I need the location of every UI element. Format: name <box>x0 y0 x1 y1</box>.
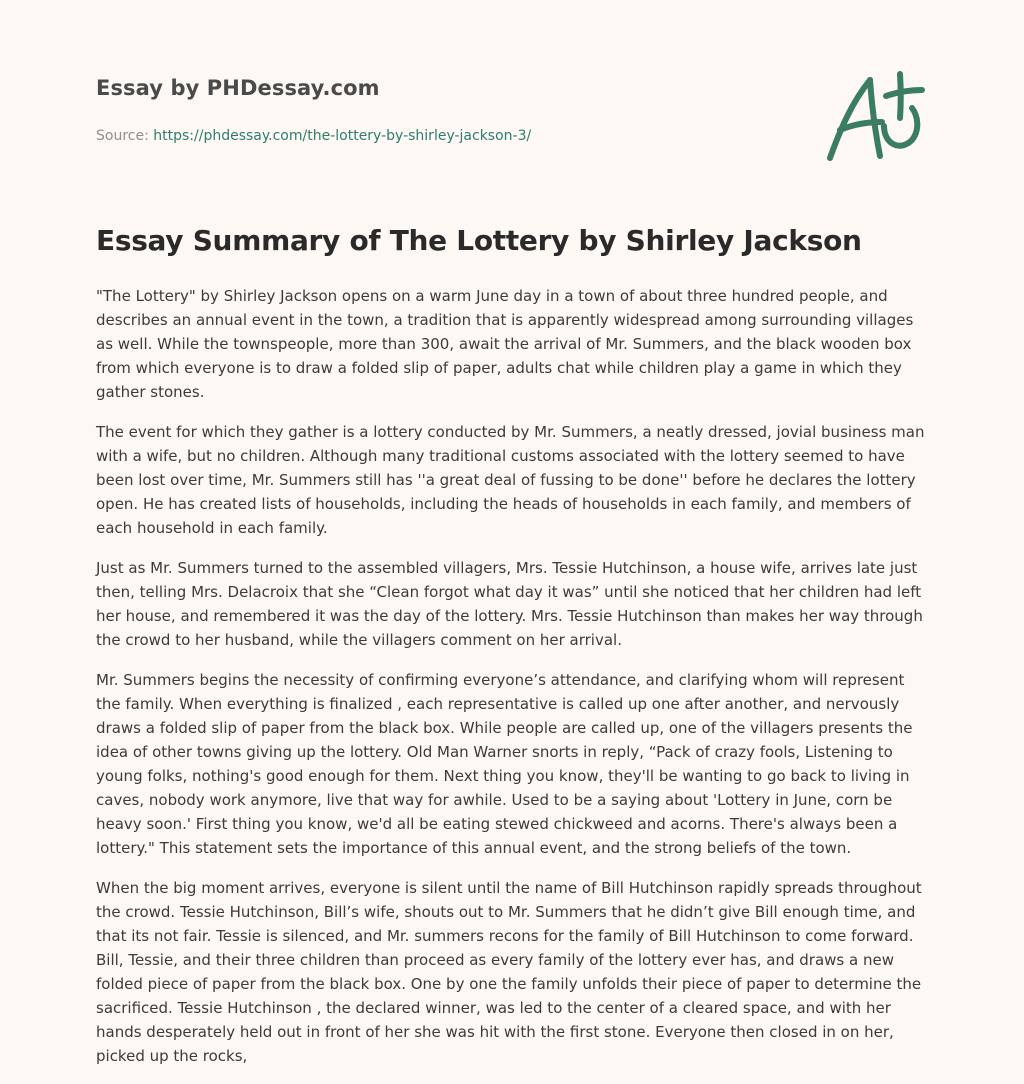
essay-title: Essay Summary of The Lottery by Shirley Jackson <box>96 224 862 257</box>
site-header <box>96 76 796 144</box>
essay-paragraph: The event for which they gather is a lottery conducted by Mr. Summers, a neatly dressed, jovial business man with a wife, but no children. Although many traditional customs associated with the lottery seemed to have been lost over time, Mr. Summers still has ''a great deal of fussing to be done'' before he declares the lottery open. He has created lists of households, including the heads of households in each family, and members of each household in each family. <box>96 423 925 537</box>
essay-body <box>96 284 932 1084</box>
essay-paragraph: Mr. Summers begins the necessity of confirming everyone’s attendance, and clarifying whom will represent the family. When everything is finalized , each representative is called up one after another, and nervously draws a folded slip of paper from the black box. While people are called up, one of the villagers presents the idea of other towns giving up the lottery. Old Man Warner snorts in reply, “Pack of crazy fools, Listening to young folks, nothing's good enough for them. Next thing you know, they'll be wanting to go back to living in caves, nobody work anymore, live that way for awhile. Used to be a saying about 'Lottery in June, corn be heavy soon.' First thing you know, we'd all be eating stewed chickweed and acorns. There's always been a lottery." This statement sets the importance of this annual event, and the strong beliefs of the town. <box>96 671 913 857</box>
essay-paragraph: When the big moment arrives, everyone is silent until the name of Bill Hutchinson rapidly spreads throughout the crowd. Tessie Hutchinson, Bill’s wife, shouts out to Mr. Summers that he didn’t give Bill enough time, and that its not fair. Tessie is silenced, and Mr. summers recons for the family of Bill Hutchinson to come forward. Bill, Tessie, and their three children than proceed as every family of the lottery ever has, and draws a new folded piece of paper from the black box. One by one the family unfolds their piece of paper to determine the sacrificed. Tessie Hutchinson , the declared winner, was led to the center of a cleared space, and with her hands desperately held out in front of her she was hit with the first stone. Everyone then closed in on her, picked up the rocks, <box>96 879 922 1065</box>
essay-paragraph: "The Lottery" by Shirley Jackson opens on a warm June day in a town of about three hundred people, and describes an annual event in the town, a tradition that is apparently widespread among surrounding villages as well. While the townspeople, more than 300, await the arrival of Mr. Summers, and the black wooden box from which everyone is to draw a folded slip of paper, adults chat while children play a game in which they gather stones. <box>96 287 914 401</box>
source-line <box>96 128 796 144</box>
source-link[interactable]: https://phdessay.com/the-lottery-by-shirley-jackson-3/ <box>153 128 532 144</box>
a-plus-logo-icon <box>818 64 928 168</box>
brand-name: Essay by PHDessay.com <box>96 76 380 100</box>
source-label: Source: <box>96 128 149 144</box>
essay-paragraph: Just as Mr. Summers turned to the assembled villagers, Mrs. Tessie Hutchinson, a house wife, arrives late just then, telling Mrs. Delacroix that she “Clean forgot what day it was” until she noticed that her children had left her house, and remembered it was the day of the lottery. Mrs. Tessie Hutchinson than makes her way through the crowd to her husband, while the villagers comment on her arrival. <box>96 559 923 649</box>
